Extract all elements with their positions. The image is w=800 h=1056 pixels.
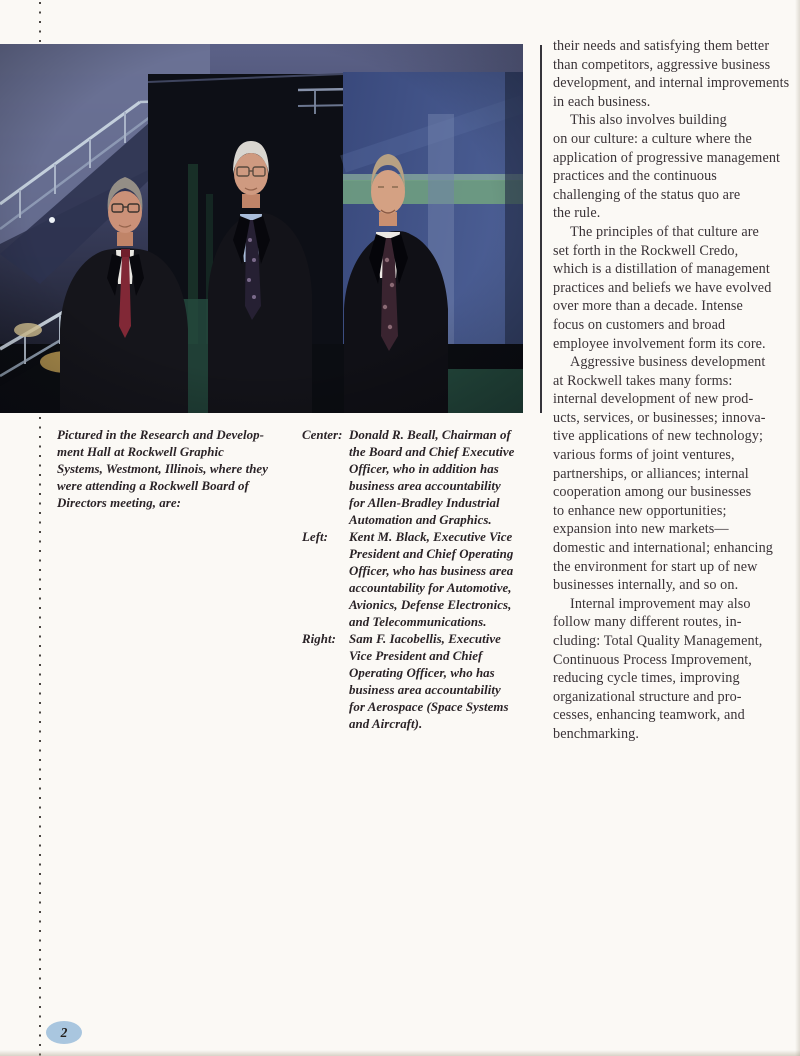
body-paragraph: Internal improvement may also follow many different routes, in- cluding: Total Quality Management, Continuous Process Improvement, reducing cycle times, improving organizational structure and pro- cesses, enhancing teamwork, and benchmarking. bbox=[553, 595, 763, 742]
body-paragraph: their needs and satisfying them better than competitors, aggressive business development, and internal improvements in each business. bbox=[553, 38, 790, 110]
caption-entry bbox=[302, 631, 528, 733]
body-paragraph: The principles of that culture are set forth in the Rockwell Credo, which is a distillation of management practices and beliefs we have evolved over more than a decade. Intense focus on customers and broad employee involvement form its core. bbox=[553, 223, 772, 352]
caption-entry-label: Right: bbox=[302, 632, 336, 646]
body-paragraph: Aggressive business development at Rockwell takes many forms: internal development of new prod- ucts, services, or businesses; innova- tive applications of new technology; various forms of joint ventures, partnerships, or alliances; internal cooperation among our businesses to enhance new opportunities; expansion into new markets— domestic and international; enhancing the environment for start up of new businesses internally, and so on. bbox=[553, 354, 773, 594]
body-text-column bbox=[553, 37, 800, 744]
caption-entry bbox=[302, 529, 528, 631]
page-number: 2 bbox=[60, 1024, 68, 1040]
photo-divider-rule bbox=[540, 45, 542, 413]
caption-entry-label: Left: bbox=[302, 530, 329, 544]
photo-caption-entries bbox=[302, 427, 528, 733]
caption-entry-text: Donald R. Beall, Chairman of the Board and Chief Executive Officer, who in addition has business area accountability for Allen-Bradley Industrial Automation and Graphics. bbox=[349, 428, 515, 527]
caption-entry-label: Center: bbox=[302, 428, 343, 442]
body-paragraph: This also involves building on our culture: a culture where the application of progressive management practices and the continuous challenging of the status quo are the rule. bbox=[553, 112, 781, 222]
dotted-margin-rule-bottom bbox=[39, 417, 41, 1056]
scan-edge-bottom bbox=[0, 1050, 800, 1056]
caption-entry bbox=[302, 427, 528, 529]
page-number-badge bbox=[46, 1021, 82, 1044]
photo-caption-intro: Pictured in the Research and Develop- ment Hall at Rockwell Graphic Systems, Westmont, Illinois, where they were attending a Rockwell Board of Directors meeting, are: bbox=[57, 428, 268, 510]
dotted-margin-rule-top bbox=[39, 2, 41, 42]
executives-photo bbox=[0, 44, 523, 413]
scan-edge-right bbox=[795, 0, 800, 1056]
caption-entry-text: Kent M. Black, Executive Vice President and Chief Operating Officer, who has business area accountability for Automotive, Avionics, Defense Electronics, and Telecommunications. bbox=[349, 530, 514, 629]
photo-vignette bbox=[0, 44, 523, 413]
caption-entry-text: Sam F. Iacobellis, Executive Vice President and Chief Operating Officer, who has business area accountability for Aerospace (Space Systems and Aircraft). bbox=[349, 632, 509, 731]
